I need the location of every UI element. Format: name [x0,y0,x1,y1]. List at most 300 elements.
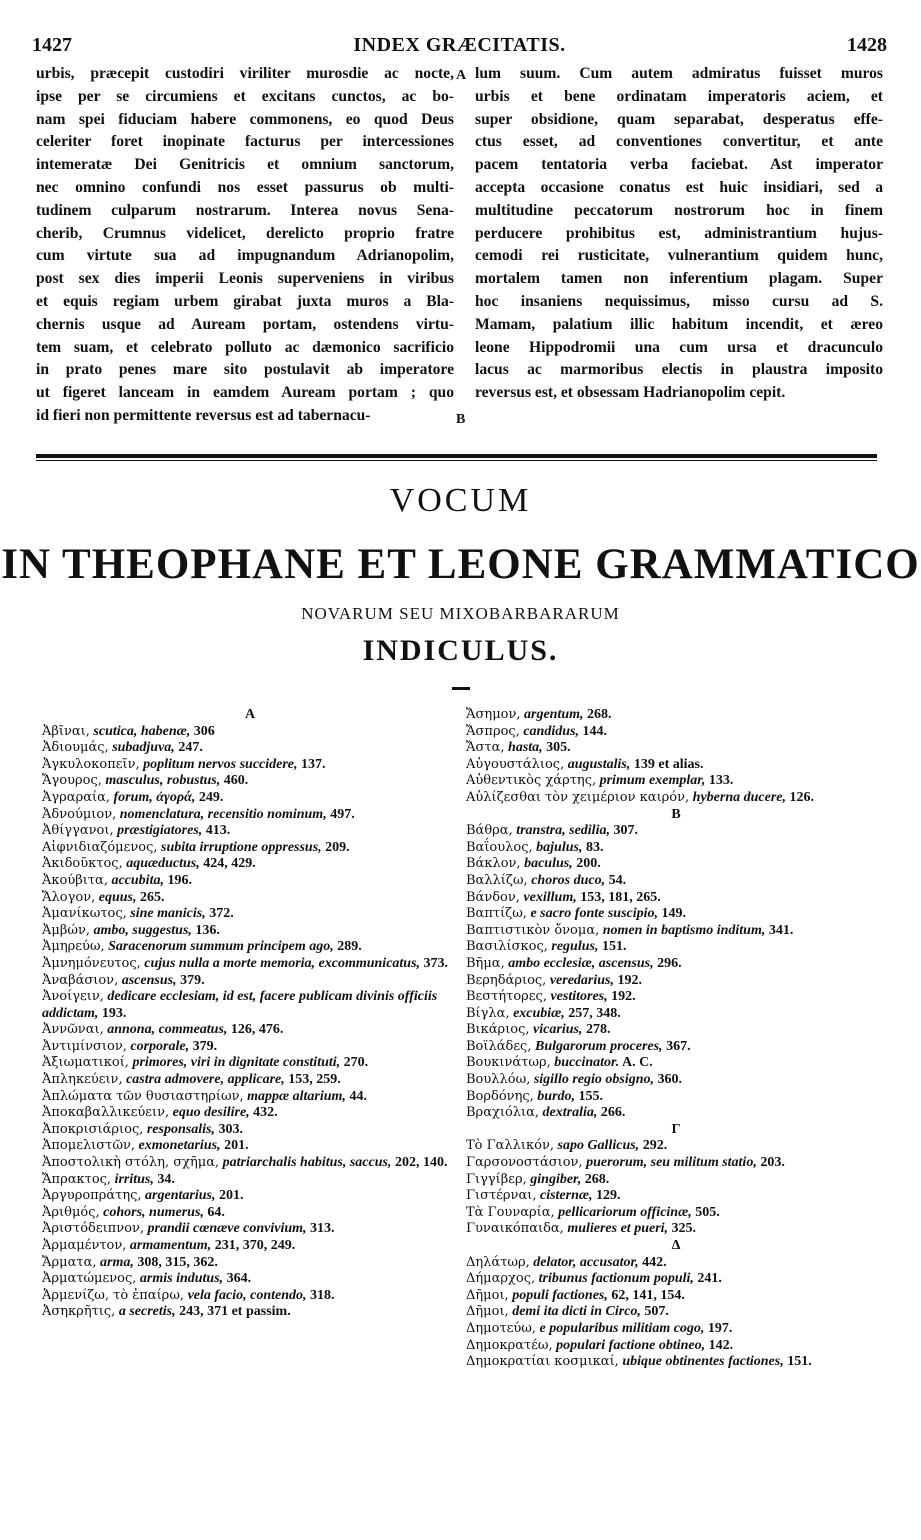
index-entry-greek: Βερηδάριος, [466,972,547,988]
prose-line: leone Hippodromii una cum ursa et dracunculo [475,338,883,356]
index-entry-latin: hasta, [508,740,543,756]
index-entry-ref: 197. [707,1320,733,1336]
index-entry-ref: 325. [671,1221,697,1237]
prose-line: in prato penes mare sito postulavit ab imperatore [36,361,454,379]
index-entry-greek: Ἀνοίγειν, [42,989,104,1005]
index-entry-greek: Ἀγκυλοκοπεῖν, [42,756,140,772]
index-entry [42,1304,458,1321]
index-section-letter: Γ [671,1121,681,1137]
index-column-right [466,707,886,1371]
index-entry-greek: Ἀμανίκωτος, [42,906,127,922]
index-entry-latin: cujus nulla a morte memoria, excommunicatus, [144,955,421,971]
index-entry-latin: ubique obtinentes factiones, [622,1354,784,1370]
index-entry [466,956,886,973]
index-entry [42,1188,458,1205]
index-entry [42,1039,458,1056]
index-entry [466,1022,886,1039]
index-entry [466,707,886,724]
index-entry-greek: Αὐλίζεσθαι τὸν χειμέριον καιρόν, [466,789,690,805]
index-entry-latin: sapo Gallicus, [557,1138,640,1154]
index-entry-greek: Τὸ Γαλλικόν, [466,1138,554,1154]
index-entry [466,1321,886,1338]
index-entry-greek: Ἀμβών, [42,922,90,938]
index-entry-latin: præstigiatores, [117,823,203,839]
index-entry-ref: 201. [224,1138,249,1154]
index-entry-greek: Βάθρα, [466,823,513,839]
index-entry [42,840,458,857]
index-entry-greek: Βαλλίζω, [466,872,528,888]
prose-line: ut figeret lanceam in eamdem Auream portam ; quo [36,384,454,402]
index-entry-latin: Saracenorum summum principem ago, [108,939,334,955]
prose-line: super obsidione, quam separabat, desperatus effe- [475,110,883,128]
index-entry-latin: puerorum, seu militum statio, [586,1155,757,1171]
index-entry-greek: Βορδόνης, [466,1088,534,1104]
prose-line: lacus ac marmoribus electis in plaustra imposito [475,361,883,379]
index-entry [466,1039,886,1056]
index-entry-ref: 303. [218,1121,243,1137]
index-entry [42,807,458,824]
index-entry-greek: Βασιλίσκος, [466,939,548,955]
index-entry-ref: 144. [582,723,607,739]
index-entry-latin: subita irruptione oppressus, [161,839,322,855]
index-entry [42,790,458,807]
index-entry-ref: A. C. [621,1055,653,1071]
index-entry-greek: Βαπτίζω, [466,906,527,922]
index-entry [466,1205,886,1222]
index-entry [466,906,886,923]
index-entry-latin: buccinator. [554,1055,620,1071]
index-entry [466,840,886,857]
index-entry [466,773,886,790]
index-entry-latin: demi ita dicti in Circo, [512,1304,641,1320]
index-entry [42,1255,458,1272]
index-entry-ref: 192. [617,972,642,988]
index-entry [42,1072,458,1089]
index-entry-ref: 318. [310,1287,335,1303]
index-entry-latin: populari factione obtineo, [556,1337,706,1353]
index-column-left [42,707,458,1321]
index-entry [42,1155,458,1172]
prose-line: nam spei fiduciam habere commonens, eo quod Deus [36,110,454,128]
prose-line: urbis et bene ordinatam imperatoris aciem, et [475,87,883,105]
index-entry-latin: augustalis, [567,756,631,772]
index-entry-latin: dedicare ecclesiam, id est, facere publicam divinis officiis addictam, [42,989,438,1021]
index-entry-greek: Ἀγραραία, [42,789,111,805]
index-section-letter: B [671,806,681,822]
index-entry-latin: masculus, robustus, [105,773,221,789]
index-entry-greek: Ἀμηρεύω, [42,939,105,955]
index-entry-greek: Δήμαρχος, [466,1271,536,1287]
index-entry [466,1221,886,1238]
index-entry-greek: Ἀμνημόνευτος, [42,955,141,971]
prose-line: hoc insaniens nequissimus, misso cursu ad S. [475,292,883,310]
prose-line: celeriter foret inopinate facturus per intercessiones [36,133,454,151]
index-entry-greek: Ἀποκρισιάριος, [42,1121,144,1137]
index-entry [42,1022,458,1039]
index-entry [466,939,886,956]
index-entry-greek: Ἄπρακτος, [42,1171,112,1187]
index-entry-latin: nomenclatura, recensitio nominum, [119,806,327,822]
index-entry-greek: Αἰφνιδιαζόμενος, [42,839,158,855]
index-entry-ref: 507. [644,1304,669,1320]
index-entry-latin: populi factiones, [512,1287,608,1303]
prose-column-left [36,63,454,428]
index-entry-latin: hyberna ducere, [692,789,786,805]
prose-line: nec omnino confundi nos esset passurus ob multi- [36,178,454,196]
index-entry [466,1105,886,1122]
index-entry-greek: Δημοκρατέω, [466,1337,553,1353]
index-entry-ref: 34. [157,1171,175,1187]
prose-line: accepta occasione conatus est huic insidiari, sed a [475,178,883,196]
index-entry-ref: 278. [585,1022,611,1038]
index-entry-ref: 142. [708,1337,734,1353]
index-entry-latin: transtra, sedilia, [516,823,610,839]
index-entry-latin: regulus, [551,939,599,955]
index-entry-greek: Ἀθίγγανοι, [42,823,114,839]
index-entry-ref: 313. [310,1221,335,1237]
index-entry-greek: Ἀρμενίζω, τὸ ἐπαίρω, [42,1287,185,1303]
index-entry [466,856,886,873]
index-entry-ref: 247. [178,740,203,756]
index-entry-greek: Βουλλόω, [466,1072,531,1088]
index-entry-latin: primum exemplar, [599,773,706,789]
margin-letter-a: A [456,68,467,83]
index-entry-greek: Βεστήτορες, [466,989,547,1005]
index-entry-greek: Ἀπομελιστῶν, [42,1138,135,1154]
index-entry-greek: Βάκλον, [466,856,521,872]
index-entry-latin: e popularibus militiam cogo, [539,1320,705,1336]
index-entry-latin: vicarius, [533,1022,583,1038]
index-entry [42,939,458,956]
index-entry-ref: 249. [198,789,224,805]
index-entry-ref: 44. [349,1088,367,1104]
index-entry-latin: sigillo regio obsigno, [533,1072,655,1088]
index-entry-greek: Γιγγίβερ, [466,1171,527,1187]
index-entry-greek: Βοϊλάδες, [466,1038,532,1054]
index-entry-greek: Γαρσονοστάσιον, [466,1155,583,1171]
index-entry-greek: Ἀρμαμέντον, [42,1238,127,1253]
index-entry [42,989,458,1022]
index-entry-ref: 153, 181, 265. [580,889,661,905]
index-entry [42,873,458,890]
section-rule [36,454,877,464]
index-entry [466,740,886,757]
title-line-3: NOVARUM SEU MIXOBARBARARUM [301,604,620,623]
index-entry [466,873,886,890]
index-entry-greek: Ἀδνούμιον, [42,806,117,822]
prose-line: urbis, præcepit custodiri viriliter murosdie ac nocte, [36,65,454,82]
title-line-2: IN THEOPHANE ET LEONE GRAMMATICO [1,541,920,588]
index-entry [42,724,458,741]
index-entry-greek: Ἀσηκρῆτις, [42,1304,116,1320]
index-entry-ref: 151. [787,1354,812,1370]
index-entry-greek: Ἀποκαβαλλικεύειν, [42,1105,170,1121]
index-entry-latin: pellicariorum officinæ, [558,1204,692,1220]
index-entry-latin: primores, viri in dignitate constituti, [132,1055,341,1071]
index-entry [42,1089,458,1106]
index-entry-greek: Γυναικόπαιδα, [466,1221,564,1237]
prose-line: cemodi rei rusticitate, vulnerantium quidem hunc, [475,247,883,265]
page-number-left: 1427 [32,34,72,56]
index-entry-ref: 379. [180,972,205,988]
index-entry-ref: 270. [343,1055,369,1071]
prose-line: lum suum. Cum autem admiratus fuisset muros [475,65,883,82]
index-entry-greek: Δημοτεύω, [466,1320,537,1336]
index-entry-greek: Δημοκρατίαι κοσμικαί, [466,1354,619,1370]
index-entry-latin: corporale, [130,1038,190,1054]
index-entry-latin: vestitores, [550,989,608,1005]
index-entry-latin: vexillum, [523,889,577,905]
index-entry-ref: 497. [330,806,355,822]
index-entry-greek: Ἀναβάσιον, [42,972,119,988]
index-entry-greek: Βῆμα, [466,955,505,971]
index-entry-ref: 64. [207,1204,225,1220]
index-entry-greek: Βίγλα, [466,1005,510,1021]
index-entry-ref: 372. [209,906,234,922]
index-entry [466,1006,886,1023]
index-entry-ref: 203. [760,1155,785,1171]
index-entry-latin: delator, accusator, [533,1254,639,1270]
index-entry-greek: Ἄρματα, [42,1254,97,1270]
index-entry-ref: 209. [325,839,350,855]
index-entry [466,1072,886,1089]
index-entry-ref: 149. [661,906,687,922]
index-entry-greek: Βάνδον, [466,889,520,905]
index-entry-latin: irritus, [114,1171,154,1187]
index-entry-ref: 126, 476. [230,1022,284,1038]
index-entry-greek: Ἀπληκεύειν, [42,1072,123,1088]
prose-line: reversus est, et obsessam Hadrianopolim cepit. [475,384,786,402]
index-entry-greek: Γιστέρναι, [466,1188,537,1204]
index-entry [42,1221,458,1238]
index-entry [466,989,886,1006]
index-entry-latin: bajulus, [536,839,583,855]
index-entry-latin: castra admovere, applicare, [126,1072,285,1088]
index-entry [42,1122,458,1139]
index-entry-latin: armis indutus, [139,1271,224,1287]
index-entry [42,757,458,774]
index-entry-latin: choros duco, [531,872,606,888]
index-entry [42,1205,458,1222]
index-entry-greek: Ἀριστόδειπνον, [42,1221,144,1237]
index-entry-ref: 155. [578,1088,604,1104]
index-entry [466,973,886,990]
index-entry-latin: annona, commeatus, [107,1022,228,1038]
index-entry-greek: Ἀριθμός, [42,1204,100,1220]
index-entry-ref: 266. [600,1105,626,1121]
index-entry-latin: baculus, [524,856,573,872]
index-entry-ref: 305. [546,740,571,756]
index-entry-ref: 268. [584,1171,610,1187]
index-entry-ref: 153, 259. [288,1072,341,1088]
prose-line: id fieri non permittente reversus est ad tabernacu- [36,406,371,424]
prose-line: tudinem culparum nostrarum. Interea novus Sena- [36,201,454,219]
index-entry-latin: e sacro fonte suscipio, [530,906,659,922]
prose-line: pacem tentatoria verba faciebat. Ast imperator [475,156,883,174]
title-line-1: VOCUM [389,482,532,519]
index-entry-latin: excubiæ, [513,1005,565,1021]
index-section-letter: Δ [671,1238,681,1253]
index-entry [466,1288,886,1305]
index-entry-latin: candidus, [523,723,579,739]
index-entry [466,1188,886,1205]
index-entry-greek: Ἀπλώματα τῶν θυσιαστηρίων, [42,1088,244,1104]
index-entry-ref: 460. [223,773,249,789]
index-entry [466,1089,886,1106]
index-entry-latin: mulieres et pueri, [567,1221,669,1237]
prose-line: tem suam, et celebrato polluto ac dæmonico sacrificio [36,338,454,356]
index-entry [42,1288,458,1305]
index-entry [42,973,458,990]
index-entry-latin: burdo, [537,1088,576,1104]
index-entry-ref: 373. [423,955,449,971]
index-entry-ref: 133. [708,773,734,789]
index-entry-ref: 341. [768,922,794,938]
index-entry-latin: accubita, [111,872,164,888]
index-entry-ref: 201. [218,1188,244,1204]
title-ornament-dash [452,687,470,690]
index-entry-ref: 424, 429. [203,856,256,872]
prose-line: et equis regiam urbem girabat juxta muros a Bla- [36,292,454,310]
index-entry-greek: Βραχιόλια, [466,1105,540,1121]
index-entry-greek: Ἀννῶναι, [42,1022,104,1038]
index-entry [42,773,458,790]
index-entry-ref: 137. [301,756,326,772]
index-entry [466,1354,886,1371]
index-entry [42,1138,458,1155]
index-entry-latin: Bulgarorum proceres, [534,1038,663,1054]
index-entry-latin: poplitum nervos succidere, [143,756,298,772]
index-entry-latin: armamentum, [129,1238,212,1253]
index-entry [466,1155,886,1172]
index-entry [466,923,886,940]
index-entry-greek: Ἀδιουμάς, [42,740,109,756]
index-entry-ref: 308, 315, 362. [137,1254,218,1270]
index-entry [466,724,886,741]
prose-line: post sex dies imperii Leonis superveniens in viribus [36,270,454,288]
index-entry-greek: Δῆμοι, [466,1287,509,1303]
index-entry [42,890,458,907]
index-entry-latin: ascensus, [121,972,177,988]
index-entry-ref: 243, 371 et passim. [179,1304,291,1320]
index-entry-latin: aquæductus, [126,856,200,872]
index-entry-greek: Ἄσπρος, [466,723,520,739]
index-entry [466,1271,886,1288]
index-entry-ref: 505. [695,1204,720,1220]
index-entry [42,1172,458,1189]
index-entry-ref: 289. [337,939,362,955]
index-entry-latin: subadjuva, [112,740,175,756]
index-entry-ref: 54. [608,872,627,888]
index-entry-latin: sine manicis, [130,906,206,922]
index-entry-greek: Βαΐουλος, [466,839,533,855]
index-entry-greek: Αὐθεντικὸς χάρτης, [466,773,597,789]
index-entry [42,856,458,873]
index-section-letter: A [244,707,256,722]
index-entry [42,1238,458,1255]
index-entry-greek: Βικάριος, [466,1022,530,1038]
index-entry-greek: Ἄσημον, [466,707,521,722]
prose-line: ipse per se circumiens et excitans cunctos, ac bo- [36,87,454,105]
index-entry-greek: Ἄλογον, [42,889,96,905]
index-entry-greek: Αὐγουστάλιος, [466,756,565,772]
index-entry-latin: cohors, numerus, [103,1204,204,1220]
index-entry-latin: gingiber, [530,1171,582,1187]
index-entry [466,757,886,774]
index-entry-latin: vela facio, contendo, [187,1287,307,1303]
index-entry-latin: ambo ecclesiæ, ascensus, [508,955,654,971]
title-line-4: INDICULUS. [362,634,559,667]
index-entry-latin: exmonetarius, [138,1138,221,1154]
index-entry-greek: Ἀρματώμενος, [42,1271,137,1287]
index-entry [466,1138,886,1155]
index-entry-ref: 379. [192,1038,218,1054]
prose-column-right [475,63,883,405]
index-entry [466,1338,886,1355]
index-entry-ref: 364. [226,1271,252,1287]
prose-line: chernis usque ad Auream portam, ostendens virtu- [36,315,454,333]
index-entry-ref: 292. [642,1138,668,1154]
index-entry-greek: Ἀργυροπράτης, [42,1188,142,1204]
index-entry-latin: equo desilire, [172,1105,250,1121]
index-entry-latin: cisternæ, [539,1188,593,1204]
index-entry-greek: Ἀποστολικὴ στόλη, σχῆμα, [42,1155,220,1171]
index-entry-greek: Ἀκούβιτα, [42,872,108,888]
index-entry-greek: Δηλάτωρ, [466,1254,530,1270]
index-entry [466,1304,886,1321]
index-entry-ref: 193. [101,1005,127,1021]
prose-line: perducere prohibitus est, administrantium hujus- [475,224,883,242]
index-entry-latin: argentum, [524,707,584,722]
index-entry-latin: equus, [98,889,137,905]
index-entry [466,890,886,907]
index-entry-ref: 139 et alias. [633,756,704,772]
prose-line: mortalem tamen non inferentium plagam. Super [475,270,883,288]
index-entry-greek: Ἄστα, [466,740,505,756]
index-entry-latin: responsalis, [146,1121,215,1137]
index-entry-greek: Βαπτιστικὸν ὄνομα, [466,922,600,938]
index-entry-greek: Δῆμοι, [466,1304,509,1320]
index-entry-latin: scutica, habenæ, [93,723,191,739]
index-entry-greek: Τὰ Γουναρία, [466,1204,555,1220]
index-entry [42,823,458,840]
index-entry-ref: 83. [585,839,604,855]
margin-letter-b: B [456,412,466,427]
index-entry [466,1055,886,1072]
index-entry-latin: dextralia, [542,1105,598,1121]
index-entry-ref: 306 [193,723,215,739]
index-entry-ref: 62, 141, 154. [611,1287,685,1303]
index-entry [466,1255,886,1272]
running-head [32,34,887,62]
index-entry-ref: 265. [139,889,165,905]
prose-line: cherib, Crumnus videlicet, derelicto proprio fratre [36,224,454,242]
index-entry-latin: ambo, suggestus, [93,922,192,938]
index-entry-greek: Ἀξιωματικοί, [42,1055,129,1071]
prose-line: Mamam, palatium illic habitum incendit, et æreo [475,315,883,333]
prose-line: intemeratæ Dei Genitricis et omnium sanctorum, [36,156,454,174]
index-entry-ref: 136. [195,922,220,938]
index-entry-latin: argentarius, [145,1188,216,1204]
index-entry-greek: Ἀβῖναι, [42,723,90,739]
index-entry [42,906,458,923]
index-entry-ref: 129. [595,1188,621,1204]
index-entry-ref: 307. [613,823,638,839]
index-entry-greek: Ἀκιδοῦκτος, [42,856,123,872]
index-entry [466,823,886,840]
index-entry-ref: 151. [601,939,627,955]
index-entry-ref: 196. [167,872,192,888]
